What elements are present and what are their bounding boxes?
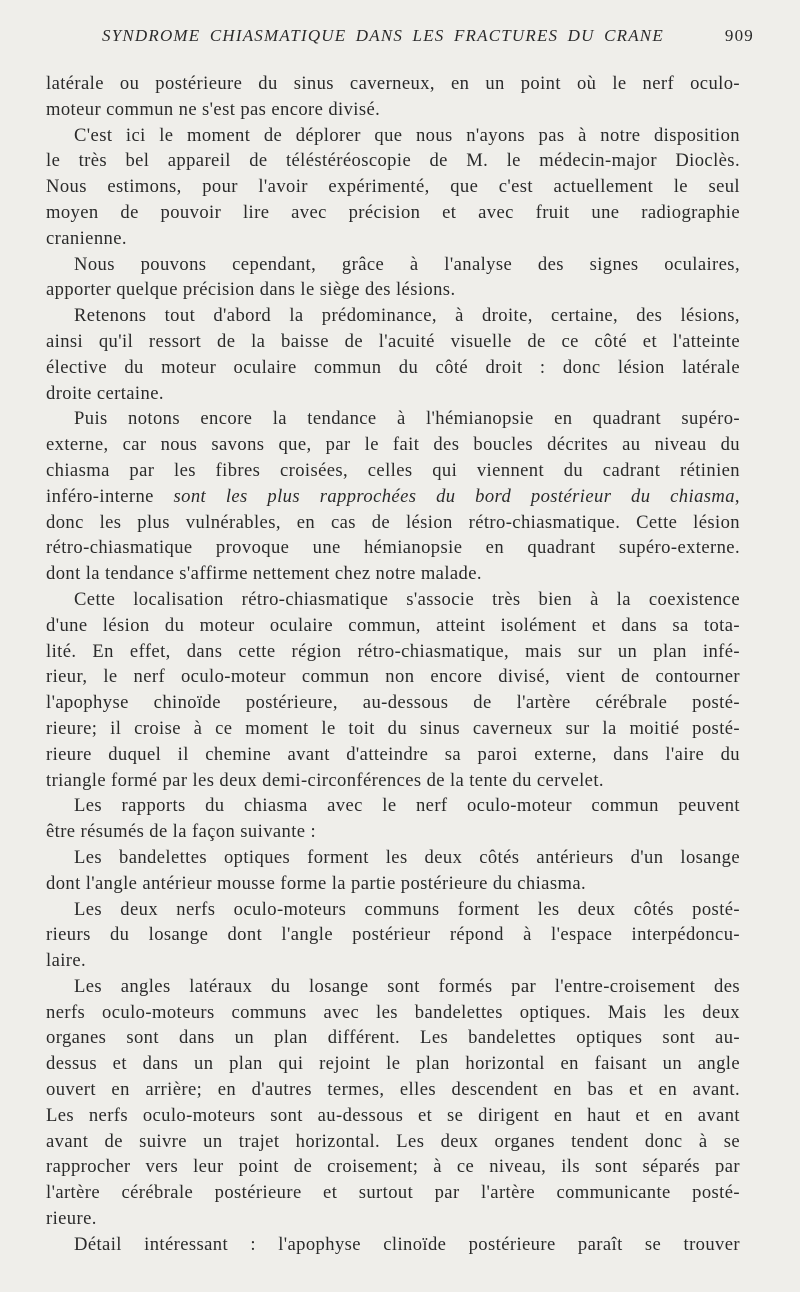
text-line: rieure. [46, 1208, 97, 1230]
text-line: rieure; il croise à ce moment le toit du sinus caverneux sur la moitié posté- [46, 717, 740, 739]
text-line: le très bel appareil de téléstéréoscopie de M. le médecin-major Dioclès. [46, 150, 740, 172]
text-line: dont la tendance s'affirme nettement chez notre malade. [46, 563, 482, 585]
text-line: Les deux nerfs oculo-moteurs communs forment les deux côtés posté- [74, 898, 740, 920]
text-line: d'une lésion du moteur oculaire commun, atteint isolément et dans sa tota- [46, 614, 740, 636]
italic-phrase: sont les plus rapprochées du bord postérieur du chiasma [173, 485, 735, 507]
text-line: apporter quelque précision dans le siège des lésions. [46, 279, 456, 301]
text-line: nerfs oculo-moteurs communs avec les bandelettes optiques. Mais les deux [46, 1001, 740, 1023]
text-line [46, 484, 740, 510]
text-line: chiasma par les fibres croisées, celles qui viennent du cadrant rétinien [46, 459, 740, 481]
text-line: élective du moteur oculaire commun du côté droit : donc lésion latérale [46, 356, 740, 378]
text-line: rapprocher vers leur point de croisement; à ce niveau, ils sont séparés par [46, 1156, 740, 1178]
text-line: C'est ici le moment de déplorer que nous n'ayons pas à notre disposition [74, 124, 740, 146]
text-line: dessus et dans un plan qui rejoint le plan horizontal en faisant un angle [46, 1053, 740, 1075]
text-line: triangle formé par les deux demi-circonférences de la tente du cervelet. [46, 769, 604, 791]
text-line: Les nerfs oculo-moteurs sont au-dessous et se dirigent en haut et en avant [46, 1104, 740, 1126]
text-line: ouvert en arrière; en d'autres termes, elles descendent en bas et en avant. [46, 1079, 740, 1101]
text-line: rétro-chiasmatique provoque une hémianopsie en quadrant supéro-externe. [46, 537, 740, 559]
text-line: Les rapports du chiasma avec le nerf oculo-moteur commun peuvent [74, 795, 740, 817]
running-header [46, 26, 754, 54]
text-line: laire. [46, 950, 87, 972]
text-line: être résumés de la façon suivante : [46, 821, 317, 843]
page-number: 909 [724, 26, 754, 45]
text-line: l'artère cérébrale postérieure et surtout par l'artère communicante posté- [46, 1182, 740, 1204]
text-line: Nous estimons, pour l'avoir expérimenté, que c'est actuellement le seul [46, 176, 740, 198]
text-line: Nous pouvons cependant, grâce à l'analyse des signes oculaires, [74, 253, 740, 275]
text-line: Les bandelettes optiques forment les deux côtés antérieurs d'un losange [74, 846, 740, 868]
text-line: Puis notons encore la tendance à l'hémianopsie en quadrant supéro- [74, 408, 740, 430]
text-line: externe, car nous savons que, par le fait des boucles décrites au niveau du [46, 434, 740, 456]
body-text [46, 71, 740, 1258]
text-line: dont l'angle antérieur mousse forme la partie postérieure du chiasma. [46, 872, 587, 894]
text-line: cranienne. [46, 227, 127, 249]
text-line: ainsi qu'il ressort de la baisse de l'acuité visuelle de ce côté et l'atteinte [46, 330, 740, 352]
text-line: droite certaine. [46, 382, 164, 404]
running-title: SYNDROME CHIASMATIQUE DANS LES FRACTURES DU CRANE [102, 26, 664, 45]
text-line: Détail intéressant : l'apophyse clinoïde postérieure paraît se trouver [74, 1233, 740, 1255]
text-line: rieur, le nerf oculo-moteur commun non encore divisé, vient de contourner [46, 666, 740, 688]
text-line: Cette localisation rétro-chiasmatique s'associe très bien à la coexistence [74, 588, 740, 610]
text-line: organes sont dans un plan différent. Les bandelettes optiques sont au- [46, 1027, 740, 1049]
text-line: l'apophyse chinoïde postérieure, au-dessous de l'artère cérébrale posté- [46, 692, 740, 714]
text-line: latérale ou postérieure du sinus caverneux, en un point où le nerf oculo- [46, 73, 740, 94]
text-line: lité. En effet, dans cette région rétro-chiasmatique, mais sur un plan infé- [46, 640, 740, 662]
text-line: rieurs du losange dont l'angle postérieur répond à l'espace interpédoncu- [46, 924, 740, 946]
text-line: moyen de pouvoir lire avec précision et avec fruit une radiographie [46, 201, 740, 223]
text-segment: inféro-interne [46, 485, 174, 507]
text-line: rieure duquel il chemine avant d'atteindre sa paroi externe, dans l'aire du [46, 743, 740, 765]
text-line: donc les plus vulnérables, en cas de lésion rétro-chiasmatique. Cette lésion [46, 511, 740, 533]
text-line: avant de suivre un trajet horizontal. Les deux organes tendent donc à se [46, 1130, 740, 1152]
text-line: Les angles latéraux du losange sont formés par l'entre-croisement des [74, 975, 740, 997]
text-segment: , [734, 485, 740, 507]
text-line: Retenons tout d'abord la prédominance, à droite, certaine, des lésions, [74, 305, 740, 327]
text-line: moteur commun ne s'est pas encore divisé. [46, 98, 381, 120]
